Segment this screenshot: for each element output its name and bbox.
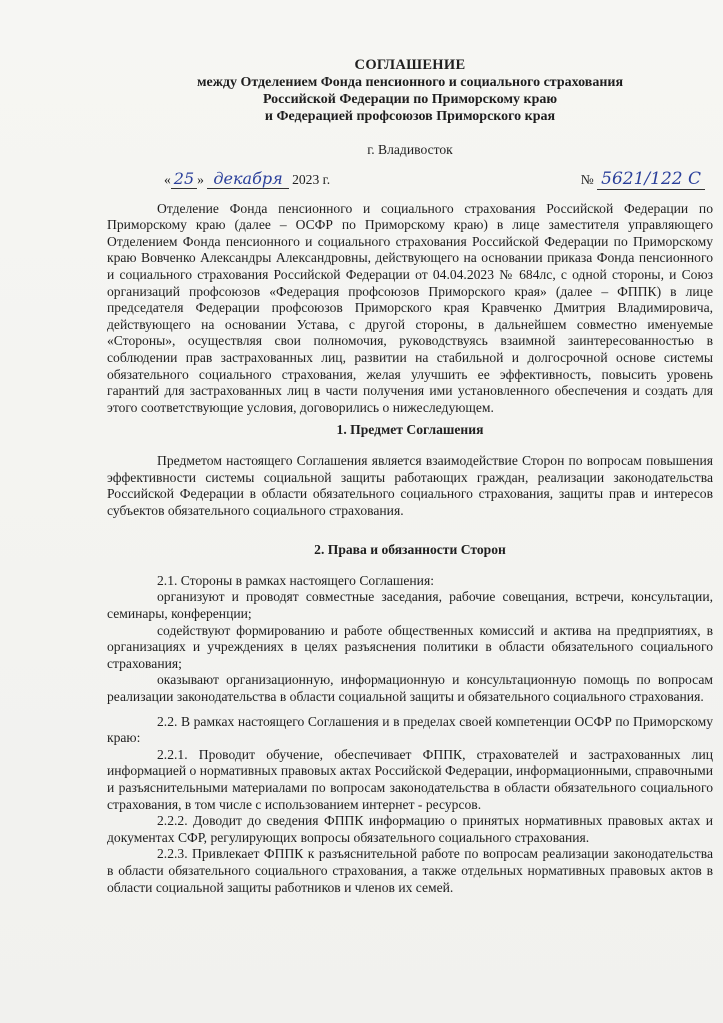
- clause-2-2-3: 2.2.3. Привлекает ФППК к разъяснительной работе по вопросам реализации законодательства в области обязательного социального страхования, а также отдельных нормативных правовых актов в области социальной защиты работников и членов их семей.: [107, 846, 713, 895]
- document-title-block: [107, 57, 713, 125]
- date-year: 2023 г.: [292, 171, 331, 187]
- clause-2-1-a: организуют и проводят совместные заседания, рабочие совещания, встречи, консультации, семинары, конференции;: [107, 589, 713, 622]
- document-subtitle-line3: и Федерацией профсоюзов Приморского края: [264, 109, 556, 124]
- document-subtitle-line2: Российской Федерации по Приморскому краю: [262, 92, 558, 107]
- section-1-heading: 1. Предмет Соглашения: [336, 422, 484, 438]
- section-1-text: Предметом настоящего Соглашения является взаимодействие Сторон по вопросам повышения эффективности системы социальной защиты работающих граждан, реализации законодательства Российской Федерации в области обязательного социального страхования, защиты прав и интересов субъектов обязательного социального страхования.: [107, 452, 713, 518]
- intro-paragraph: Отделение Фонда пенсионного и социального страхования Российской Федерации по Приморскому краю (далее – ОСФР по Приморскому краю) в лице заместителя управляющего Отделением Фонда пенсионного и социального страхования Российской Федерации по Приморскому краю Вовченко Александры Александровны, действующего на основании приказа Фонда пенсионного и социального страхования Российской Федерации от 04.04.2023 № 684лс, с одной стороны, и Союз организаций профсоюзов «Федерация профсоюзов Приморского края» (далее – ФППК) в лице председателя Федерации профсоюзов Приморского края Кравченко Дмитрия Владимировича, действующего на основании Устава, с другой стороны, в дальнейшем совместно именуемые «Стороны», осуществляя свои полномочия, руководствуясь взаимной заинтересованностью в соблюдении прав застрахованных лиц, развитии на стабильной и долгосрочной основе системы обязательного социального страхования, желая улучшить ее эффективность, повысить уровень гарантий для застрахованных лиц в части получения ими установленного обеспечения и создать для этого соответствующие условия, договорились о нижеследующем.: [107, 200, 713, 415]
- clause-2-1-b: содействуют формированию и работе общественных комиссий и актива на предприятиях, в организациях и учреждениях в целях разъяснения политики в области обязательного социального страхования;: [107, 622, 713, 671]
- document-subtitle-line1: между Отделением Фонда пенсионного и социального страхования: [196, 75, 624, 90]
- section-2-heading: 2. Права и обязанности Сторон: [314, 542, 506, 558]
- document-title: СОГЛАШЕНИЕ: [354, 57, 466, 73]
- document-number: № 5621/122 С: [581, 171, 705, 189]
- city-line: г. Владивосток: [367, 142, 453, 157]
- handwritten-number: 5621/122 С: [597, 169, 705, 190]
- clause-2-1-c: оказывают организационную, информационную и консультационную помощь по вопросам реализации законодательства в области социальной защиты и обязательного социального страхования.: [107, 672, 713, 705]
- handwritten-day: 25: [171, 169, 197, 189]
- clause-2-2-1: 2.2.1. Проводит обучение, обеспечивает ФППК, страхователей и застрахованных лиц информацией о нормативных правовых актах Российской Федерации, информационными, справочными и разъяснительными материалами по вопросам законодательства в области обязательного социального страхования, в том числе с использованием интернет - ресурсов.: [107, 746, 714, 812]
- clause-2-2-2: 2.2.2. Доводит до сведения ФППК информацию о принятых нормативных правовых актах и документах СФР, регулирующих вопросы обязательного социального страхования.: [107, 813, 713, 845]
- document-date: « 25 » декабря 2023 г.: [164, 168, 331, 188]
- date-number-line: [107, 169, 713, 193]
- document-body: [107, 57, 713, 896]
- handwritten-month: декабря: [207, 169, 288, 189]
- clause-2-2: 2.2. В рамках настоящего Соглашения и в пределах своей компетенции ОСФР по Приморскому краю:: [107, 713, 713, 746]
- clause-2-1: 2.1. Стороны в рамках настоящего Соглашения:: [157, 572, 434, 588]
